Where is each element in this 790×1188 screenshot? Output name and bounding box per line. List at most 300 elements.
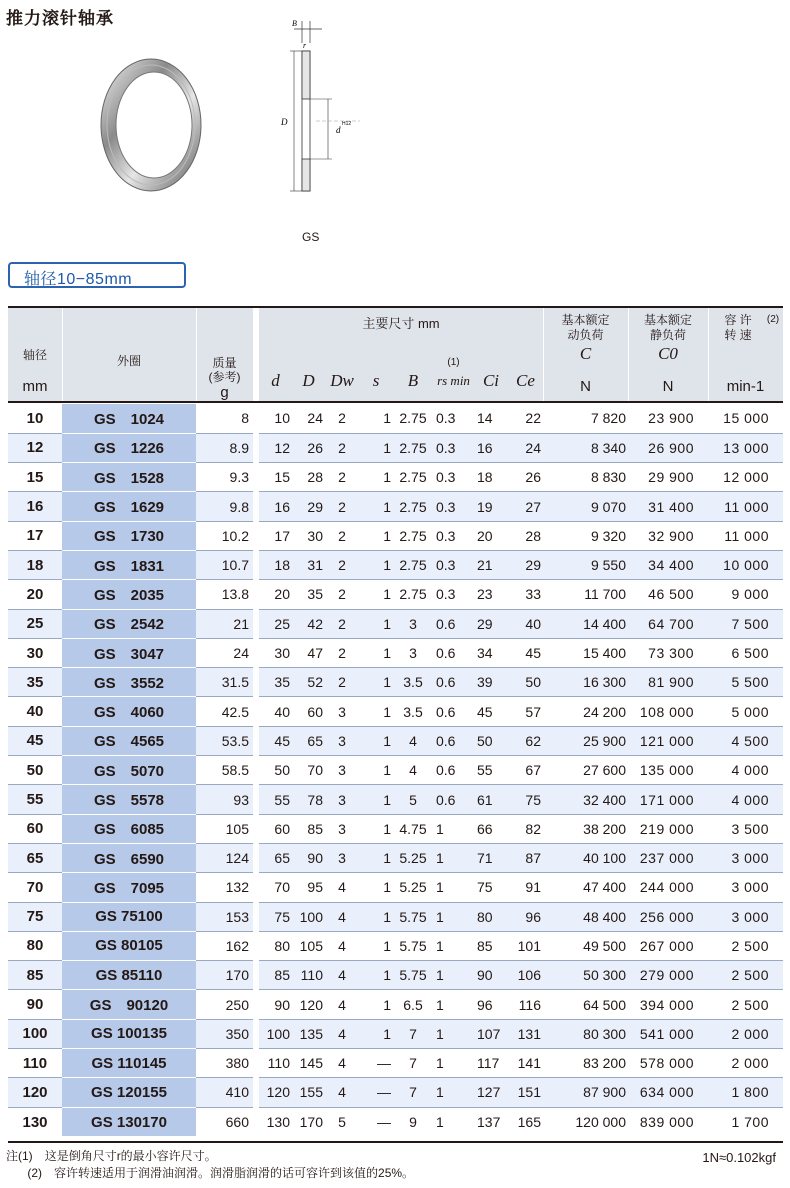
table-cell: 4 [325, 902, 359, 931]
header-rs-note: (1) [447, 357, 460, 368]
table-cell: 2 500 [708, 961, 783, 990]
header-shaft-dia: 轴径 [22, 348, 47, 362]
table-cell: 29 [508, 550, 543, 579]
table-cell: 26 [508, 463, 543, 492]
table-cell: 64 700 [628, 609, 708, 638]
table-cell: 20 [474, 521, 508, 550]
table-cell: 1 [359, 785, 393, 814]
table-cell: 4 [325, 873, 359, 902]
table-cell: 1 800 [708, 1078, 783, 1107]
table-cell: 42 [292, 609, 325, 638]
table-cell: GS 5578 [62, 785, 196, 814]
table-cell: 47 400 [543, 873, 628, 902]
table-cell: 25 [259, 609, 292, 638]
header-shaft-unit: mm [22, 378, 48, 395]
table-cell: 1 [359, 433, 393, 462]
table-cell: GS 130170 [62, 1107, 196, 1136]
table-cell: 10 [259, 404, 292, 433]
table-row [8, 433, 783, 462]
table-cell: 12 [8, 433, 62, 462]
table-cell: 3.5 [393, 697, 433, 726]
table-cell: 10 000 [708, 550, 783, 579]
table-cell: 3 000 [708, 873, 783, 902]
table-cell: 237 000 [628, 843, 708, 872]
table-cell: 4 [325, 1078, 359, 1107]
table-cell: 16 [8, 492, 62, 521]
table-cell: 81 900 [628, 668, 708, 697]
table-row [8, 961, 783, 990]
table-cell: 2 [325, 404, 359, 433]
table-cell: 127 [474, 1078, 508, 1107]
table-cell: 24 200 [543, 697, 628, 726]
table-cell: 1 [359, 990, 393, 1019]
table-row [8, 1019, 783, 1048]
table-cell: 47 [292, 638, 325, 667]
table-cell: GS 1528 [62, 463, 196, 492]
table-cell: 110 [259, 1049, 292, 1078]
table-cell: 96 [508, 902, 543, 931]
table-cell: GS 1730 [62, 521, 196, 550]
table-row [8, 814, 783, 843]
table-cell: 2.75 [393, 433, 433, 462]
table-cell: 9 550 [543, 550, 628, 579]
table-cell: 2 [325, 580, 359, 609]
header-mass: 质量 [212, 356, 237, 370]
table-cell: 0.3 [433, 550, 474, 579]
table-cell: 3 000 [708, 843, 783, 872]
table-cell: 130 [8, 1107, 62, 1136]
table-cell: 3 [325, 756, 359, 785]
table-cell: 50 [8, 756, 62, 785]
table-cell: 53.5 [196, 726, 253, 755]
drawing-label-tolerance: H12 [342, 121, 352, 127]
table-cell: 3 [325, 785, 359, 814]
cross-section-drawing [270, 15, 370, 200]
table-cell: 1 [359, 873, 393, 902]
table-cell: 6 500 [708, 638, 783, 667]
table-cell: 13 000 [708, 433, 783, 462]
table-cell: 4 000 [708, 756, 783, 785]
table-cell: 2 [325, 463, 359, 492]
table-cell: 4 [393, 726, 433, 755]
table-cell: 78 [292, 785, 325, 814]
table-cell: 85 [474, 931, 508, 960]
header-mass-ref: (参考) [208, 370, 241, 384]
table-cell: — [359, 1107, 393, 1136]
table-cell: 1 [359, 580, 393, 609]
table-cell: 2.75 [393, 463, 433, 492]
table-cell: 38 200 [543, 814, 628, 843]
table-cell: 1 [433, 873, 474, 902]
table-cell: 64 500 [543, 990, 628, 1019]
table-row [8, 492, 783, 521]
table-cell: 45 [8, 726, 62, 755]
table-cell: 1 [359, 668, 393, 697]
table-cell: 131 [508, 1019, 543, 1048]
section-tab: 轴径10−85mm [8, 262, 186, 288]
table-cell: 4 000 [708, 785, 783, 814]
table-cell: 5 [325, 1107, 359, 1136]
table-cell: 15 [8, 463, 62, 492]
table-cell: 1 [359, 931, 393, 960]
table-cell: 55 [474, 756, 508, 785]
table-cell: 100 [259, 1019, 292, 1048]
table-cell: 135 [292, 1019, 325, 1048]
table-cell: 1 [433, 1049, 474, 1078]
header-dyn-load-2: 动负荷 [567, 328, 604, 342]
header-stat-unit: N [662, 378, 674, 395]
table-row [8, 1049, 783, 1078]
table-cell: 8.9 [196, 433, 253, 462]
table-row [8, 550, 783, 579]
table-cell: GS 6590 [62, 843, 196, 872]
table-cell: 10.7 [196, 550, 253, 579]
table-cell: 65 [259, 843, 292, 872]
table-cell: 2 [325, 433, 359, 462]
table-cell: 155 [292, 1078, 325, 1107]
table-cell: 120 [259, 1078, 292, 1107]
table-cell: 4 [325, 1019, 359, 1048]
table-cell: 18 [474, 463, 508, 492]
table-cell: 4 [393, 756, 433, 785]
table-cell: 16 [474, 433, 508, 462]
table-cell: 16 [259, 492, 292, 521]
table-cell: 62 [508, 726, 543, 755]
table-cell: 75 [474, 873, 508, 902]
table-cell: GS 5070 [62, 756, 196, 785]
table-cell: 75 [508, 785, 543, 814]
table-cell: 130 [259, 1107, 292, 1136]
table-cell: 105 [196, 814, 253, 843]
table-cell: 0.3 [433, 433, 474, 462]
table-row [8, 1078, 783, 1107]
table-cell: 70 [292, 756, 325, 785]
model-caption: GS [302, 230, 320, 244]
header-col-Ci: Ci [482, 371, 500, 390]
header-speed-unit: min-1 [726, 378, 765, 395]
table-cell: 96 [474, 990, 508, 1019]
table-cell: 0.6 [433, 609, 474, 638]
table-cell: 20 [259, 580, 292, 609]
table-cell: 1 [359, 609, 393, 638]
table-cell: GS 80105 [62, 931, 196, 960]
drawing-label-d: d [336, 125, 341, 135]
table-cell: 73 300 [628, 638, 708, 667]
table-cell: 0.3 [433, 580, 474, 609]
table-cell: 3 [325, 814, 359, 843]
table-cell: 40 [508, 609, 543, 638]
table-cell: 2 [325, 550, 359, 579]
table-cell: 28 [292, 463, 325, 492]
table-cell: 48 400 [543, 902, 628, 931]
table-cell: 135 000 [628, 756, 708, 785]
table-cell: 90 [292, 843, 325, 872]
table-cell: 1 [433, 1107, 474, 1136]
table-cell: 55 [259, 785, 292, 814]
table-cell: 5.25 [393, 873, 433, 902]
table-cell: 30 [292, 521, 325, 550]
table-row [8, 521, 783, 550]
table-cell: 31 [292, 550, 325, 579]
table-cell: 58.5 [196, 756, 253, 785]
table-cell: 50 [259, 756, 292, 785]
drawing-label-D: D [281, 117, 288, 127]
table-cell: 2 [325, 609, 359, 638]
header-speed-2: 转 速 [724, 328, 752, 342]
table-cell: 5.75 [393, 902, 433, 931]
table-row [8, 609, 783, 638]
table-cell: 60 [292, 697, 325, 726]
table-bottom-rule [8, 1141, 783, 1143]
table-cell: 151 [508, 1078, 543, 1107]
table-row [8, 668, 783, 697]
table-cell: 2.75 [393, 492, 433, 521]
table-cell: GS 75100 [62, 902, 196, 931]
header-col-d: d [271, 371, 280, 390]
table-cell: 35 [8, 668, 62, 697]
table-row [8, 638, 783, 667]
table-cell: 1 [433, 1019, 474, 1048]
table-cell: 0.6 [433, 726, 474, 755]
table-cell: 1 [433, 931, 474, 960]
table-cell: 17 [8, 521, 62, 550]
table-cell: 1 [359, 756, 393, 785]
table-cell: 25 900 [543, 726, 628, 755]
table-cell: 2 500 [708, 931, 783, 960]
table-cell: 21 [196, 609, 253, 638]
table-cell: 5.75 [393, 961, 433, 990]
table-cell: 4.75 [393, 814, 433, 843]
table-cell: 4 [325, 1049, 359, 1078]
header-outer-ring: 外圈 [116, 354, 141, 368]
table-row [8, 404, 783, 433]
table-cell: 28 [508, 521, 543, 550]
table-cell: 4 500 [708, 726, 783, 755]
table-cell: 2.75 [393, 550, 433, 579]
table-cell: 2.75 [393, 580, 433, 609]
table-cell: 34 [474, 638, 508, 667]
note-1 [6, 1147, 217, 1164]
table-cell: 120 [292, 990, 325, 1019]
table-cell: 80 300 [543, 1019, 628, 1048]
table-cell: 29 [292, 492, 325, 521]
table-cell: 3.5 [393, 668, 433, 697]
header-col-Dw: Dw [330, 371, 354, 390]
table-cell: 12 [259, 433, 292, 462]
table-cell: 8 340 [543, 433, 628, 462]
table-row [8, 726, 783, 755]
table-cell: 380 [196, 1049, 253, 1078]
table-cell: 87 [508, 843, 543, 872]
table-cell: 50 [508, 668, 543, 697]
table-cell: 45 [474, 697, 508, 726]
table-cell: 5 [393, 785, 433, 814]
table-cell: 541 000 [628, 1019, 708, 1048]
table-cell: 7 [393, 1049, 433, 1078]
table-row [8, 756, 783, 785]
table-cell: 15 400 [543, 638, 628, 667]
table-cell: 1 [359, 404, 393, 433]
table-cell: 1 [433, 843, 474, 872]
table-cell: 9 320 [543, 521, 628, 550]
table-cell: 42.5 [196, 697, 253, 726]
page-title: 推力滚针轴承 [6, 9, 114, 28]
table-cell: 35 [259, 668, 292, 697]
table-row [8, 931, 783, 960]
table-cell: 100 [292, 902, 325, 931]
table-cell: 1 [433, 1078, 474, 1107]
table-cell: 65 [292, 726, 325, 755]
drawing-label-r: r [303, 41, 307, 50]
table-cell: 162 [196, 931, 253, 960]
header-col-rs: rs min [437, 373, 470, 388]
table-cell: 9.3 [196, 463, 253, 492]
table-cell: 137 [474, 1107, 508, 1136]
header-speed-1: 容 许 [724, 313, 752, 327]
table-cell: 90 [259, 990, 292, 1019]
table-cell: 1 [359, 902, 393, 931]
table-cell: 25 [8, 609, 62, 638]
table-cell: 110 [8, 1049, 62, 1078]
table-cell: 2 000 [708, 1049, 783, 1078]
table-cell: — [359, 1078, 393, 1107]
table-cell: GS 85110 [62, 961, 196, 990]
table-cell: 9.8 [196, 492, 253, 521]
table-cell: 0.3 [433, 463, 474, 492]
table-cell: 145 [292, 1049, 325, 1078]
table-row [8, 990, 783, 1019]
table-cell: 5 500 [708, 668, 783, 697]
table-cell: 410 [196, 1078, 253, 1107]
header-col-Ce: Ce [516, 371, 535, 390]
table-cell: 0.6 [433, 668, 474, 697]
table-cell: 61 [474, 785, 508, 814]
table-cell: 3 [393, 638, 433, 667]
table-cell: 171 000 [628, 785, 708, 814]
note-2-mark: (2) [27, 1166, 42, 1180]
table-cell: 153 [196, 902, 253, 931]
table-cell: 1 [359, 726, 393, 755]
table-cell: 80 [259, 931, 292, 960]
table-cell: 14 400 [543, 609, 628, 638]
table-cell: 5 000 [708, 697, 783, 726]
table-cell: 105 [292, 931, 325, 960]
table-cell: 85 [292, 814, 325, 843]
table-cell: 23 [474, 580, 508, 609]
header-dyn-load-1: 基本额定 [561, 313, 610, 327]
table-cell: 1 [359, 638, 393, 667]
table-cell: 32 900 [628, 521, 708, 550]
table-cell: 120 000 [543, 1107, 628, 1136]
table-cell: 2 500 [708, 990, 783, 1019]
table-cell: 27 [508, 492, 543, 521]
table-cell: 49 500 [543, 931, 628, 960]
table-cell: GS 110145 [62, 1049, 196, 1078]
table-cell: 80 [474, 902, 508, 931]
table-cell: 116 [508, 990, 543, 1019]
table-cell: 24 [292, 404, 325, 433]
table-row [8, 902, 783, 931]
table-cell: 83 200 [543, 1049, 628, 1078]
table-cell: 40 [259, 697, 292, 726]
table-cell: 107 [474, 1019, 508, 1048]
table-cell: 40 [8, 697, 62, 726]
table-cell: 2 [325, 492, 359, 521]
table-cell: 15 000 [708, 404, 783, 433]
table-cell: 117 [474, 1049, 508, 1078]
table-cell: 0.6 [433, 697, 474, 726]
table-cell: 7 [393, 1019, 433, 1048]
table-cell: 165 [508, 1107, 543, 1136]
table-cell: 70 [8, 873, 62, 902]
table-cell: 219 000 [628, 814, 708, 843]
table-cell: GS 1024 [62, 404, 196, 433]
table-cell: — [359, 1049, 393, 1078]
table-cell: 9 [393, 1107, 433, 1136]
table-cell: 1 [359, 814, 393, 843]
table-cell: 8 830 [543, 463, 628, 492]
table-cell: GS 4565 [62, 726, 196, 755]
table-cell: 3 [393, 609, 433, 638]
table-cell: 71 [474, 843, 508, 872]
header-stat-sym: C0 [658, 344, 678, 363]
table-cell: 20 [8, 580, 62, 609]
header-main-dims: 主要尺寸 mm [362, 316, 440, 331]
table-cell: 34 400 [628, 550, 708, 579]
header-col-B: B [407, 371, 419, 390]
note-2 [6, 1164, 414, 1181]
table-cell: 121 000 [628, 726, 708, 755]
table-cell: 7 820 [543, 404, 628, 433]
table-cell: 244 000 [628, 873, 708, 902]
table-cell: 4 [325, 990, 359, 1019]
table-cell: GS 120155 [62, 1078, 196, 1107]
table-cell: 67 [508, 756, 543, 785]
table-cell: 7 [393, 1078, 433, 1107]
header-dyn-sym: C [579, 344, 592, 363]
table-cell: 1 [359, 521, 393, 550]
table-cell: 394 000 [628, 990, 708, 1019]
table-cell: 578 000 [628, 1049, 708, 1078]
table-cell: 1 [433, 961, 474, 990]
table-cell: 75 [259, 902, 292, 931]
table-cell: 90 [8, 990, 62, 1019]
table-cell: 279 000 [628, 961, 708, 990]
table-cell: 26 [292, 433, 325, 462]
table-cell: 110 [292, 961, 325, 990]
table-cell: 66 [474, 814, 508, 843]
table-cell: 27 600 [543, 756, 628, 785]
bearing-ring-photo [96, 55, 206, 195]
table-cell: 120 [8, 1078, 62, 1107]
header-speed-note: (2) [766, 314, 780, 325]
header-stat-load-2: 静负荷 [649, 328, 686, 342]
table-cell: 45 [259, 726, 292, 755]
table-cell: 106 [508, 961, 543, 990]
table-cell: 13.8 [196, 580, 253, 609]
note-1-text: 这是倒角尺寸r的最小容许尺寸。 [44, 1149, 217, 1163]
table-cell: 3 000 [708, 902, 783, 931]
table-cell: 32 400 [543, 785, 628, 814]
table-cell: 18 [259, 550, 292, 579]
table-cell: 31.5 [196, 668, 253, 697]
table-cell: 839 000 [628, 1107, 708, 1136]
table-cell: 660 [196, 1107, 253, 1136]
table-cell: 3 500 [708, 814, 783, 843]
table-cell: GS 1226 [62, 433, 196, 462]
table-cell: GS 100135 [62, 1019, 196, 1048]
table-cell: 1 [433, 990, 474, 1019]
